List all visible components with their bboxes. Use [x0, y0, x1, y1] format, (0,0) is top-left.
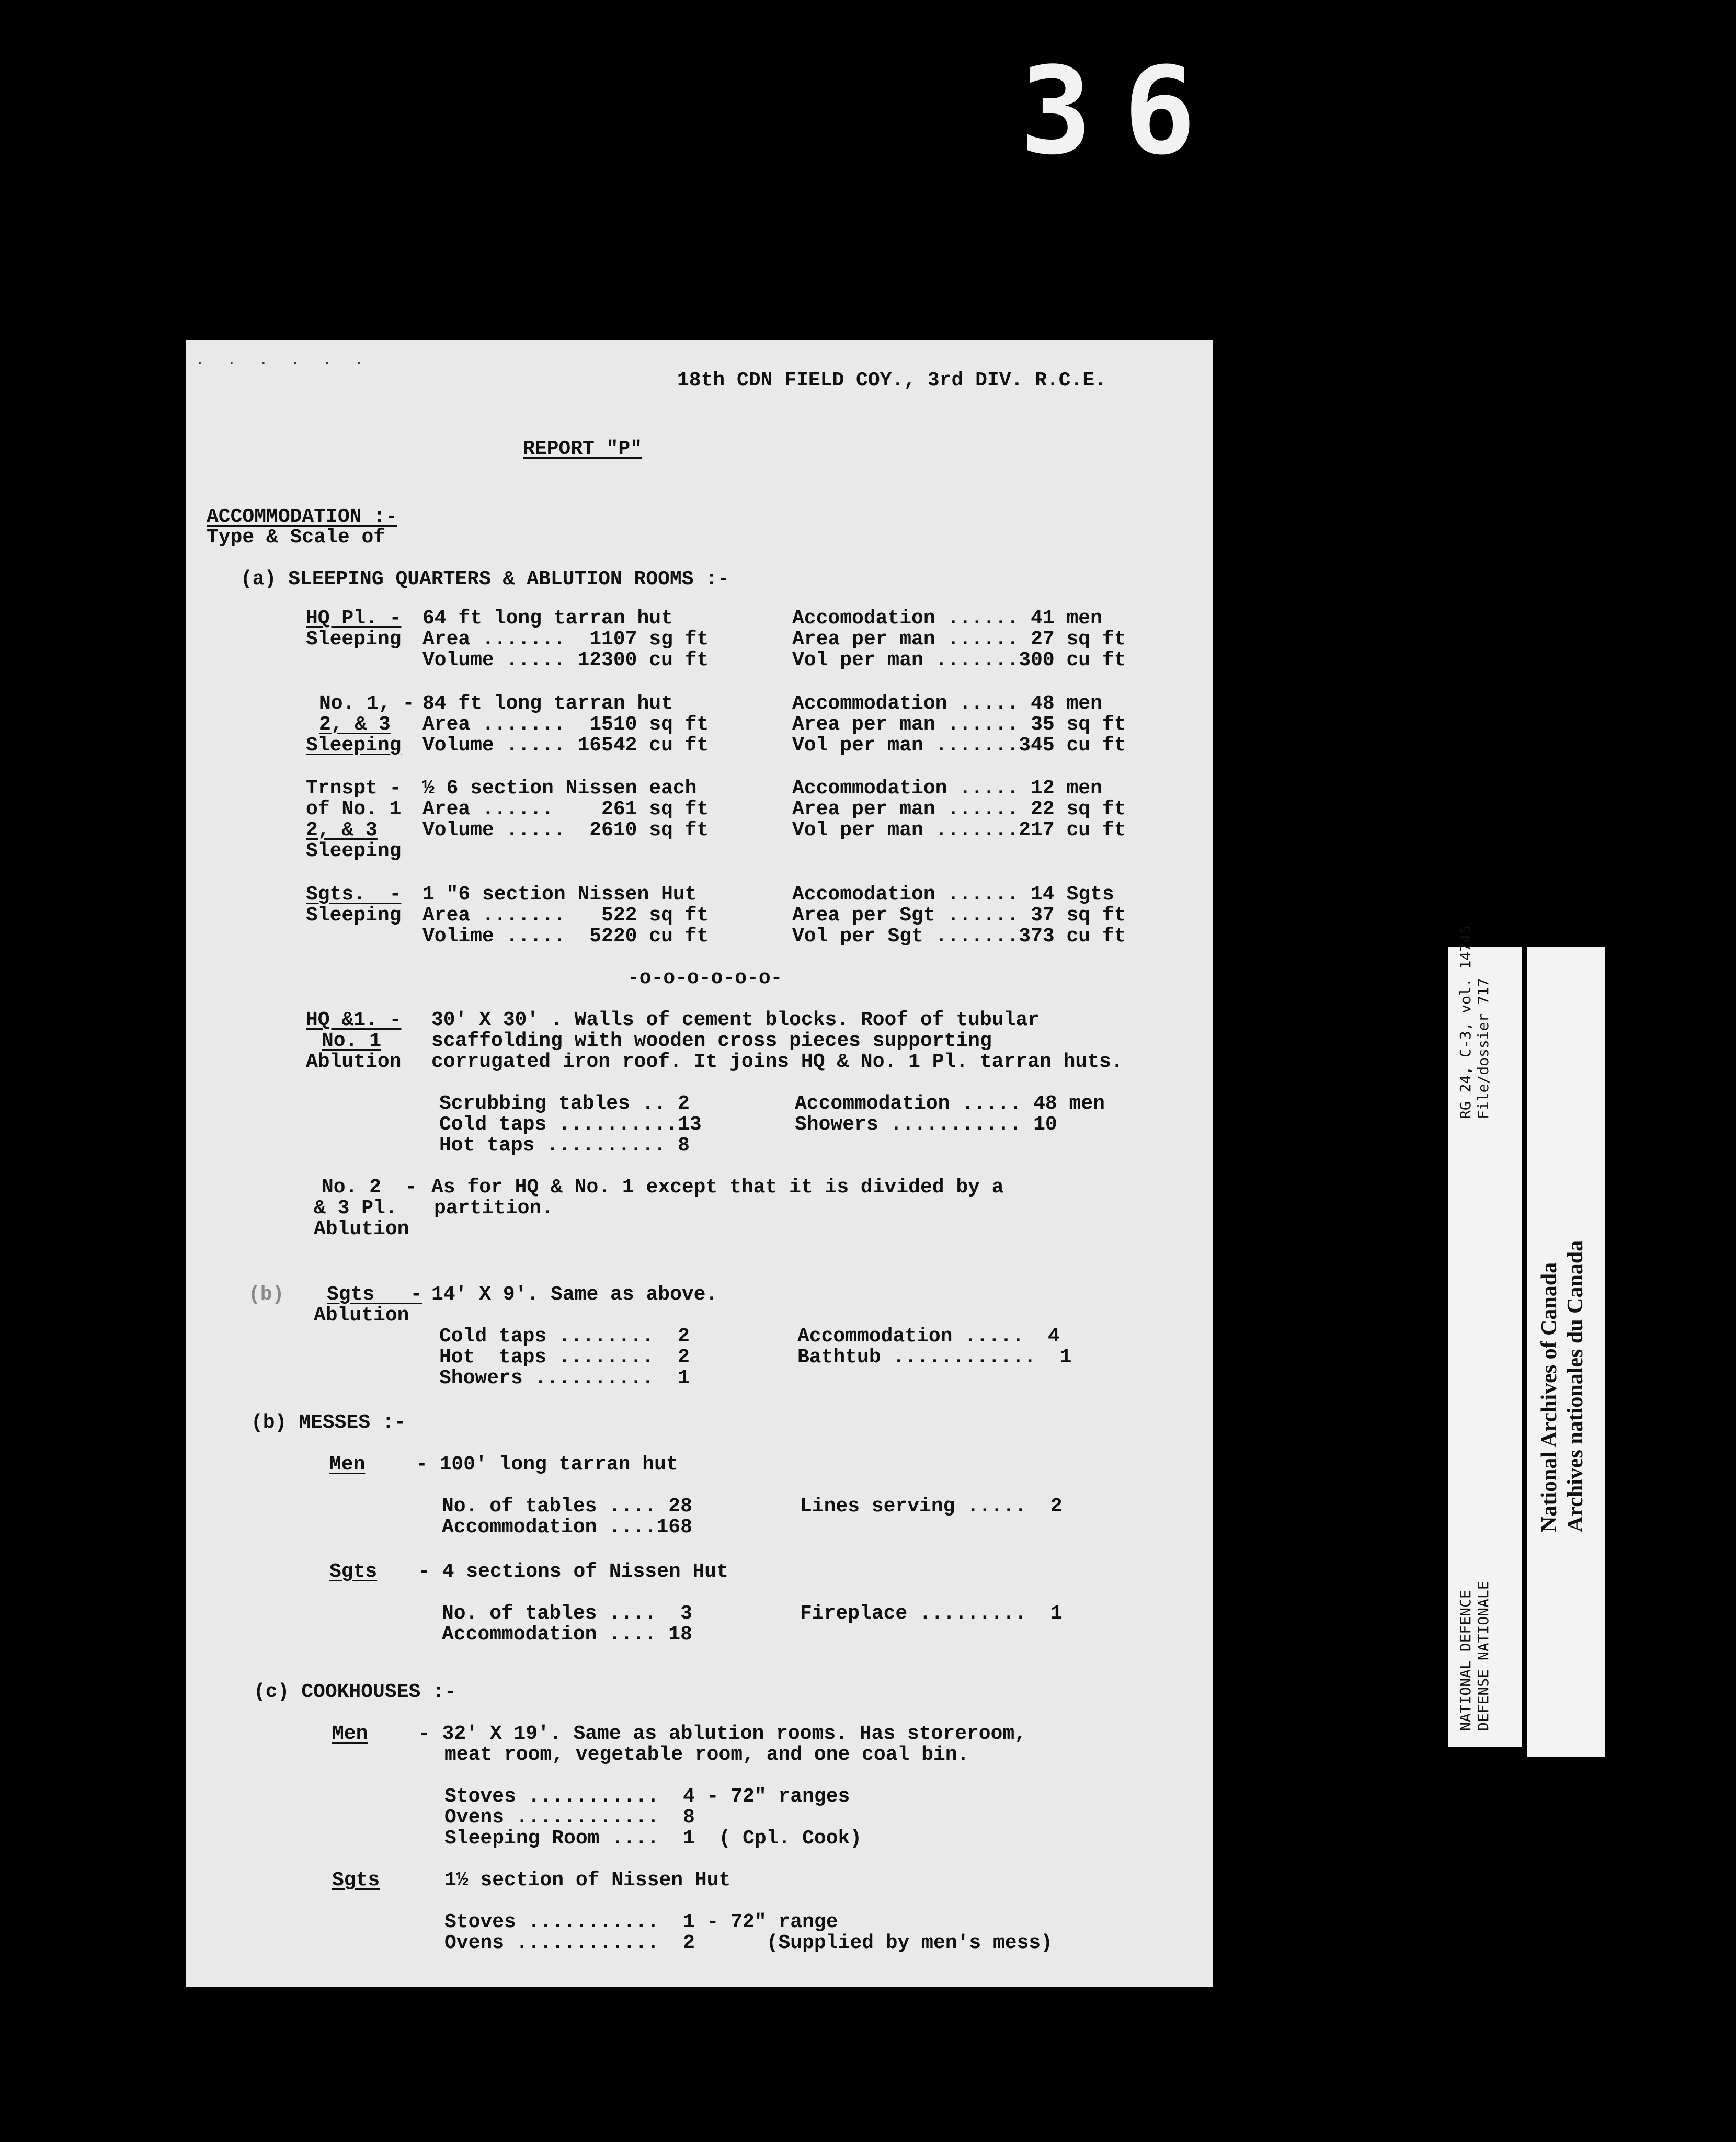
no123-l2: Area ....... 1510 sq ft	[422, 713, 709, 736]
section-a-heading: (a) SLEEPING QUARTERS & ABLUTION ROOMS :-	[241, 568, 729, 590]
sgts-ablution-l3: Showers .......... 1	[439, 1367, 690, 1389]
archive-name-strip	[1527, 947, 1605, 1757]
trnspt-label-4: Sleeping	[306, 840, 402, 862]
frame-number: 36	[1020, 42, 1227, 181]
hq-ablution-t2: scaffolding with wooden cross pieces supporting	[431, 1030, 992, 1052]
messes-men-label: Men	[329, 1453, 366, 1476]
no23-ablution-label: No. 2 -	[322, 1176, 417, 1199]
cook-sgts-l1: Stoves ........... 1 - 72" range	[444, 1911, 838, 1933]
no123-label: No. 1, -	[319, 692, 415, 715]
archive-reference-strip	[1448, 925, 1522, 1747]
trnspt-label: Trnspt -	[306, 777, 402, 800]
messes-men-r1: Lines serving ..... 2	[800, 1495, 1063, 1518]
hq-ablution-l1: Scrubbing tables .. 2	[439, 1092, 690, 1115]
no23-ablution-t2: partition.	[434, 1197, 554, 1220]
hq-ablution-r2: Showers ........... 10	[795, 1113, 1057, 1136]
trnspt-l1: ½ 6 section Nissen each	[422, 777, 697, 800]
messes-men-t1: - 100' long tarran hut	[416, 1453, 678, 1476]
section-b-heading: (b) MESSES :-	[251, 1411, 406, 1434]
divider: -o-o-o-o-o-o-	[627, 967, 783, 989]
section-c-heading: (c) COOKHOUSES :-	[254, 1681, 456, 1703]
cook-men-l1: Stoves ........... 4 - 72" ranges	[444, 1785, 850, 1808]
sgts-ablution-l1: Cold taps ........ 2	[439, 1325, 690, 1348]
no123-r2: Area per man ...... 35 sq ft	[792, 713, 1126, 736]
no23-ablution-t1: As for HQ & No. 1 except that it is divided by a	[431, 1176, 1004, 1199]
punch-dots: · · · · · ·	[196, 357, 371, 371]
sgts-ablution-t1: 14' X 9'. Same as above.	[431, 1283, 718, 1306]
hq-r3: Vol per man .......300 cu ft	[792, 649, 1126, 671]
archives-en: National Archives of Canada	[1537, 1262, 1561, 1532]
cook-sgts-l2: Ovens ............ 2 (Supplied by men's mess)	[444, 1932, 1053, 1954]
cook-men-t2: meat room, vegetable room, and one coal bin.	[444, 1744, 969, 1766]
cook-men-l3: Sleeping Room .... 1 ( Cpl. Cook)	[444, 1827, 862, 1850]
archive-ref-1: RG 24, C-3, vol. 14745	[1457, 925, 1474, 1119]
no23-ablution-label-3: Ablution	[314, 1218, 409, 1240]
hq-ablution-l2: Cold taps ..........13	[439, 1113, 702, 1136]
sgts-l2: Area ....... 522 sq ft	[422, 904, 709, 927]
sgts-r1: Accomodation ...... 14 Sgts	[792, 883, 1114, 906]
accommodation-heading: ACCOMMODATION :-	[207, 506, 397, 528]
no123-r1: Accommodation ..... 48 men	[792, 692, 1102, 715]
sgts-ablution-marker: (b)	[248, 1283, 284, 1306]
cook-men-t1: - 32' X 19'. Same as ablution rooms. Has storeroom,	[418, 1723, 1026, 1745]
hq-ablution-r1: Accommodation ..... 48 men	[795, 1092, 1105, 1115]
hq-ablution-t3: corrugated iron roof. It joins HQ & No. 1 Pl. tarran huts.	[431, 1051, 1123, 1073]
hq-l2: Area ....... 1107 sg ft	[422, 628, 709, 651]
messes-men-l2: Accommodation ....168	[442, 1516, 692, 1539]
trnspt-r1: Accommodation ..... 12 men	[792, 777, 1102, 800]
sgts-ablution-l2: Hot taps ........ 2	[439, 1346, 690, 1369]
hq-l1: 64 ft long tarran hut	[422, 607, 673, 630]
hq-ablution-label-2: No. 1	[322, 1030, 382, 1052]
messes-sgts-label: Sgts	[329, 1560, 378, 1583]
messes-men-l1: No. of tables .... 28	[442, 1495, 692, 1518]
unit-header: 18th CDN FIELD COY., 3rd DIV. R.C.E.	[677, 369, 1106, 392]
sgts-r2: Area per Sgt ...... 37 sq ft	[792, 904, 1126, 927]
no123-l3: Volume ..... 16542 cu ft	[422, 734, 709, 757]
sgts-label: Sgts. -	[306, 883, 402, 906]
report-title: REPORT "P"	[523, 438, 643, 460]
archives-fr: Archives nationales du Canada	[1563, 1240, 1587, 1532]
no23-ablution-label-2: & 3 Pl.	[314, 1197, 397, 1220]
hq-l3: Volume ..... 12300 cu ft	[422, 649, 709, 671]
hq-r1: Accomodation ...... 41 men	[792, 607, 1102, 630]
sgts-r3: Vol per Sgt .......373 cu ft	[792, 925, 1126, 948]
cook-sgts-label: Sgts	[332, 1869, 380, 1892]
trnspt-l3: Volume ..... 2610 sq ft	[422, 819, 709, 841]
hq-r2: Area per man ...... 27 sq ft	[792, 628, 1126, 651]
trnspt-label-3: 2, & 3	[306, 819, 378, 841]
sgts-l3: Volime ..... 5220 cu ft	[422, 925, 709, 948]
cook-sgts-t1: 1½ section of Nissen Hut	[444, 1869, 731, 1892]
messes-sgts-r1: Fireplace ......... 1	[800, 1602, 1063, 1625]
trnspt-l2: Area ...... 261 sq ft	[422, 798, 709, 821]
archive-dept-2: DEFENSE NATIONALE	[1475, 1581, 1492, 1731]
sgts-ablution-r1: Accommodation ..... 4	[797, 1325, 1060, 1348]
cook-men-label: Men	[332, 1723, 368, 1745]
sgts-l1: 1 "6 section Nissen Hut	[422, 883, 697, 906]
hq-ablution-label-3: Ablution	[306, 1051, 402, 1073]
hq-ablution-label: HQ &1. -	[306, 1009, 402, 1031]
accommodation-subheading: Type & Scale of	[207, 526, 386, 549]
sgts-ablution-label: Sgts -	[327, 1283, 422, 1306]
trnspt-r2: Area per man ...... 22 sq ft	[792, 798, 1126, 821]
archive-ref-2: File/dossier 717	[1475, 978, 1492, 1119]
archive-dept-1: NATIONAL DEFENCE	[1457, 1590, 1474, 1731]
hq-label: HQ Pl. -	[306, 607, 402, 630]
trnspt-r3: Vol per man .......217 cu ft	[792, 819, 1126, 841]
no123-label-3: Sleeping	[306, 734, 402, 757]
document-page	[186, 340, 1213, 1987]
hq-label-2: Sleeping	[306, 628, 402, 651]
sgts-label-2: Sleeping	[306, 904, 402, 927]
hq-ablution-t1: 30' X 30' . Walls of cement blocks. Roof of tubular	[431, 1009, 1040, 1031]
trnspt-label-2: of No. 1	[306, 798, 402, 821]
messes-sgts-t1: - 4 sections of Nissen Hut	[418, 1560, 728, 1583]
messes-sgts-l2: Accommodation .... 18	[442, 1623, 692, 1646]
messes-sgts-l1: No. of tables .... 3	[442, 1602, 692, 1625]
no123-r3: Vol per man .......345 cu ft	[792, 734, 1126, 757]
hq-ablution-l3: Hot taps .......... 8	[439, 1134, 690, 1157]
cook-men-l2: Ovens ............ 8	[444, 1806, 695, 1829]
no123-label-2: 2, & 3	[319, 713, 391, 736]
no123-l1: 84 ft long tarran hut	[422, 692, 673, 715]
sgts-ablution-r2: Bathtub ............ 1	[797, 1346, 1072, 1369]
sgts-ablution-label-2: Ablution	[314, 1304, 409, 1327]
